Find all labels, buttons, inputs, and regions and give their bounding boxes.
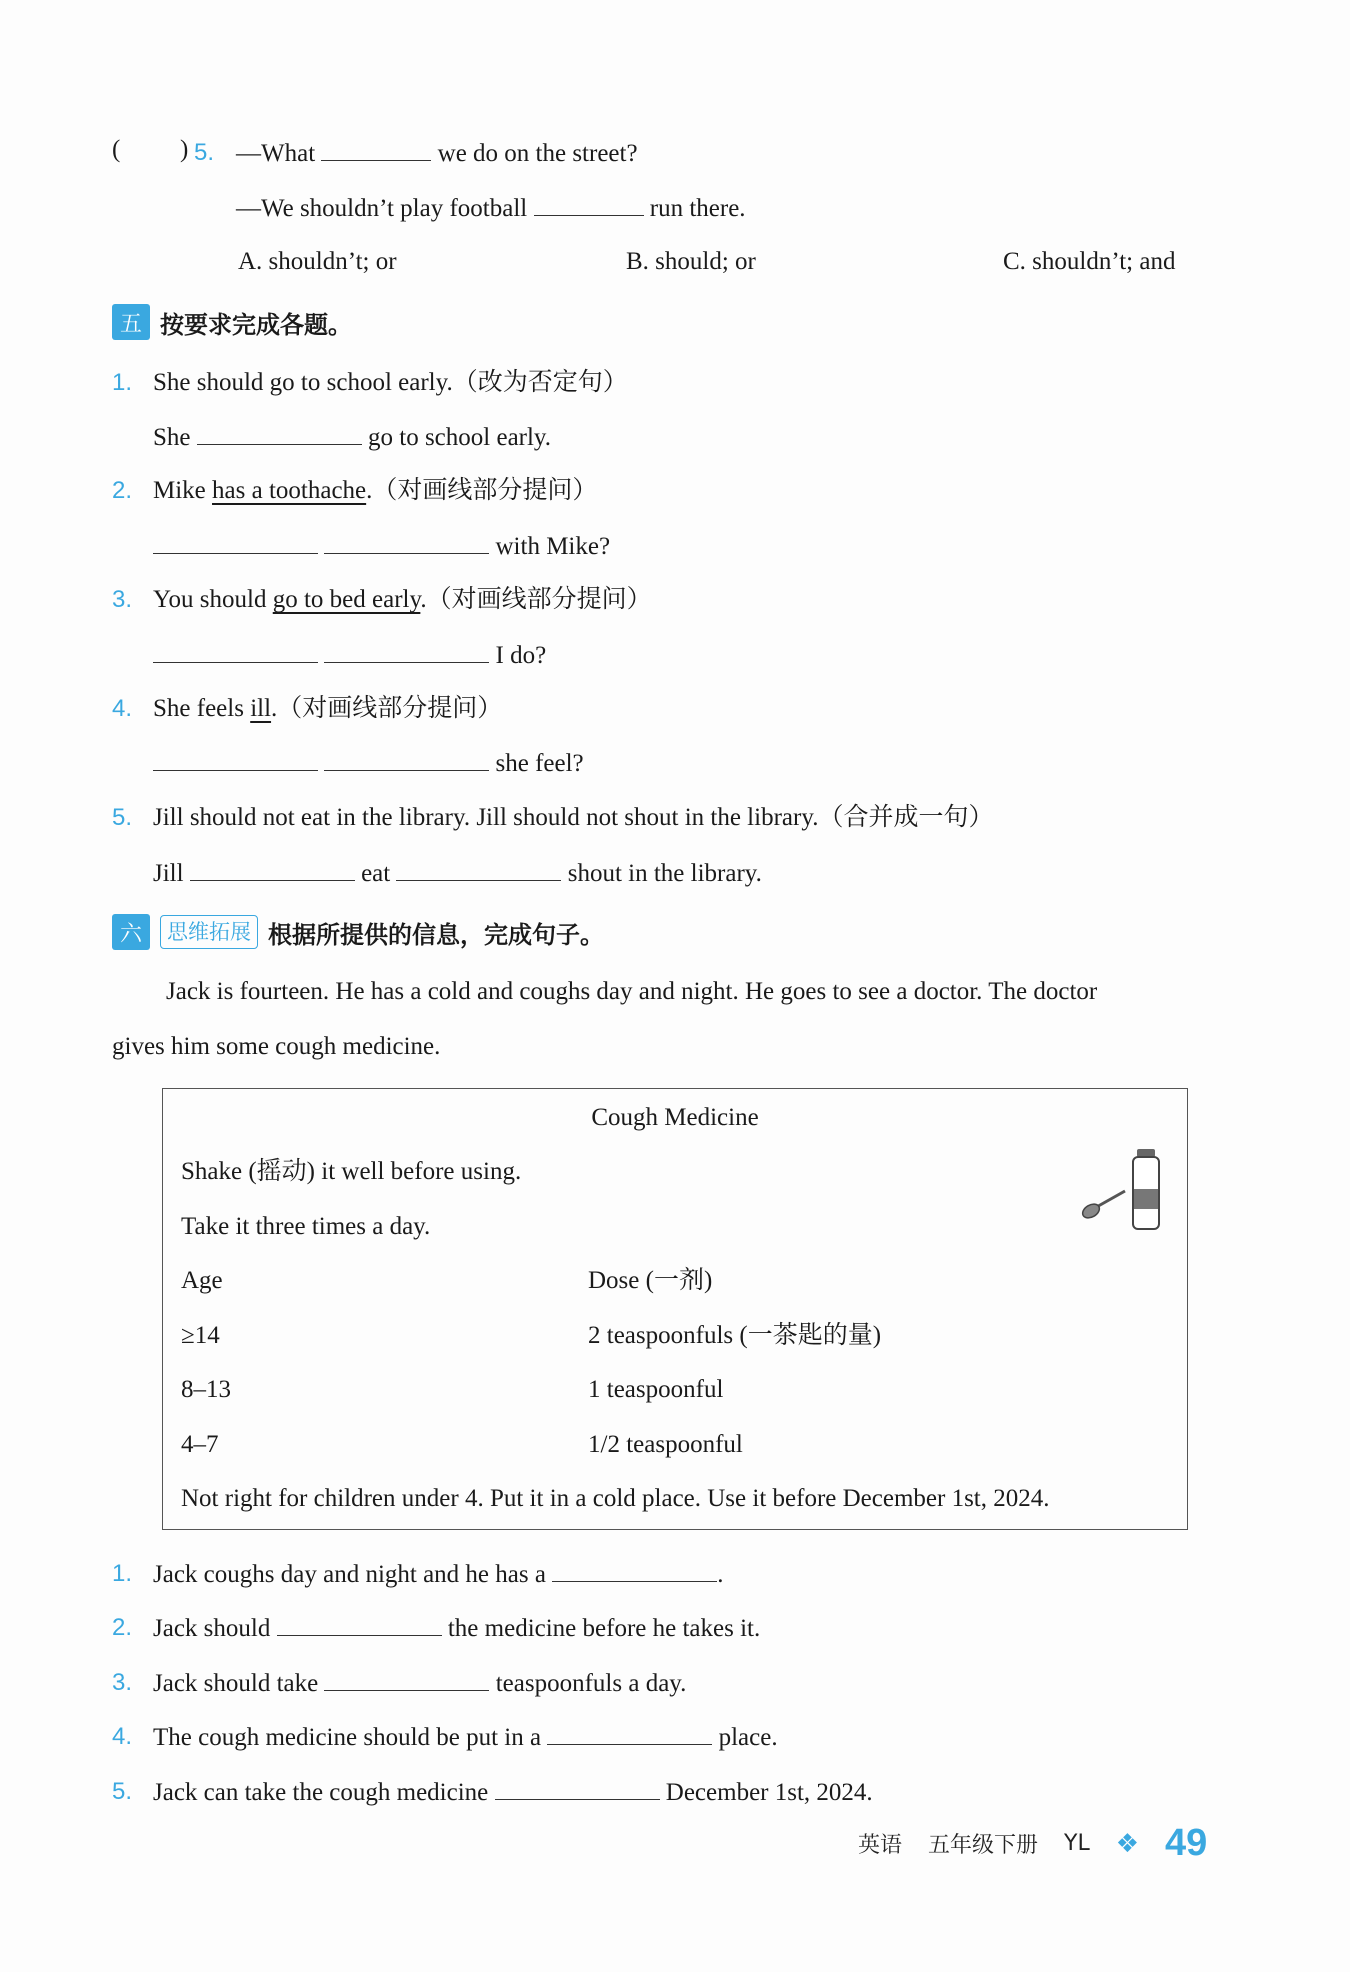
footer-grade: 五年级下册 [928,1833,1039,1858]
question-line [153,1666,686,1701]
answer-text: with Mike? [495,533,611,560]
dose-amount: 1/2 teaspoonful [588,1431,743,1458]
dose-amount: 2 teaspoonfuls (一茶匙的量) [588,1322,882,1349]
page-footer [858,1822,1207,1865]
spoon-icon [1080,1191,1125,1221]
medicine-label-box [162,1088,1188,1530]
answer-blank[interactable] [324,529,489,554]
passage-text: Jack is fourteen. He has a cold and coughs day and night. He goes to see a doctor. The doctor [166,978,1098,1005]
question-text: December 1st, 2024. [665,1779,873,1806]
question-text: we do on the street? [437,140,638,167]
section-title: 按要求完成各题。 [160,310,352,339]
answer-line [153,856,762,891]
answer-text: I do? [495,642,547,669]
underlined-text: go to bed early [272,586,421,613]
answer-text: go to school early. [368,424,552,451]
question-instruction: .（对画线部分提问） [271,695,503,722]
passage-text: gives him some cough medicine. [112,1033,441,1060]
question-instruction: .（对画线部分提问） [420,586,652,613]
option-b[interactable]: B. should; or [626,248,756,275]
label-instruction: Take it three times a day. [181,1213,431,1240]
answer-blank[interactable] [324,746,489,771]
question-text: Jill should not eat in the library. Jill should not shout in the library.（合并成一句） [153,804,994,831]
column-header-dose: Dose (一剂) [588,1267,713,1294]
section-badge: 六 [112,914,150,950]
question-text: —What [236,140,316,167]
question-text: Jack should take [153,1670,319,1697]
question-number: 4. [112,1723,133,1750]
answer-blank[interactable] [153,529,318,554]
question-instruction: .（对画线部分提问） [366,477,598,504]
question-text: place. [718,1724,778,1751]
question-number: 2. [112,1614,133,1641]
section-6-heading [112,914,604,950]
answer-line [153,529,610,564]
question-number: 2. [112,477,133,504]
question-text: Jack coughs day and night and he has a [153,1561,546,1588]
dose-age: 4–7 [181,1431,219,1458]
question-line [153,1720,778,1755]
answer-text: she feel? [495,750,584,777]
question-text: run there. [649,195,746,222]
section-tag: 思维拓展 [160,915,258,949]
answer-blank[interactable] [321,136,431,161]
spoon-and-bottle-icon [1079,1147,1169,1237]
answer-blank[interactable] [396,856,561,881]
question-number: 5. [112,804,133,831]
answer-blank[interactable] [324,638,489,663]
question-line [236,191,746,226]
answer-blank[interactable] [197,420,362,445]
question-text: She feels [153,695,244,722]
answer-blank[interactable] [324,1666,489,1691]
question-number: 5. [194,139,215,166]
dose-age: 8–13 [181,1376,231,1403]
question-text: Jack should [153,1615,271,1642]
question-text: Jack can take the cough medicine [153,1779,489,1806]
question-text: teaspoonfuls a day. [495,1670,687,1697]
section-title: 根据所提供的信息，完成句子。 [268,920,604,949]
question-number: 3. [112,1669,133,1696]
option-a[interactable]: A. shouldn’t; or [238,248,397,275]
answer-paren-close: ) [180,136,189,163]
question-line [153,474,597,508]
answer-paren-open: ( [112,136,121,163]
question-number: 1. [112,369,133,396]
answer-blank[interactable] [190,856,355,881]
question-number: 1. [112,1560,133,1587]
answer-blank[interactable] [547,1720,712,1745]
dose-age: ≥14 [181,1322,220,1349]
answer-line [153,638,546,673]
diamond-icon: ❖ [1115,1828,1140,1859]
question-text: The cough medicine should be put in a [153,1724,542,1751]
question-line [153,583,652,617]
footer-subject: 英语 [858,1833,903,1858]
answer-blank[interactable] [495,1775,660,1800]
answer-line [153,746,584,781]
footer-edition: YL [1064,1831,1090,1856]
answer-blank[interactable] [552,1557,717,1582]
section-badge: 五 [112,304,150,340]
answer-blank[interactable] [534,191,644,216]
question-number: 3. [112,586,133,613]
answer-blank[interactable] [277,1611,442,1636]
answer-text: Jill [153,860,184,887]
section-5-heading [112,304,352,340]
question-number: 5. [112,1778,133,1805]
question-line [153,692,502,726]
underlined-text: ill [250,695,272,722]
question-number: 4. [112,695,133,722]
question-line [236,136,638,171]
question-text: —We shouldn’t play football [236,195,528,222]
label-title: Cough Medicine [591,1104,759,1131]
column-header-age: Age [181,1267,223,1294]
answer-text: eat [361,860,391,887]
option-c[interactable]: C. shouldn’t; and [1003,248,1176,275]
question-line [153,1557,723,1592]
question-text: . [717,1561,724,1588]
label-note: Not right for children under 4. Put it in a cold place. Use it before December 1st, 2024. [181,1485,1050,1512]
answer-line [153,420,551,455]
question-text: Mike [153,477,206,504]
answer-blank[interactable] [153,746,318,771]
answer-blank[interactable] [153,638,318,663]
question-text: You should [153,586,267,613]
underlined-text: has a toothache [212,477,367,504]
bottle-icon [1133,1149,1159,1229]
question-line [153,1775,873,1810]
page-number: 49 [1165,1822,1208,1864]
question-text: the medicine before he takes it. [447,1615,761,1642]
label-instruction: Shake (摇动) it well before using. [181,1158,522,1185]
dose-amount: 1 teaspoonful [588,1376,724,1403]
question-text: She should go to school early.（改为否定句） [153,369,628,396]
answer-text: shout in the library. [567,860,762,887]
question-line [153,1611,760,1646]
answer-text: She [153,424,191,451]
